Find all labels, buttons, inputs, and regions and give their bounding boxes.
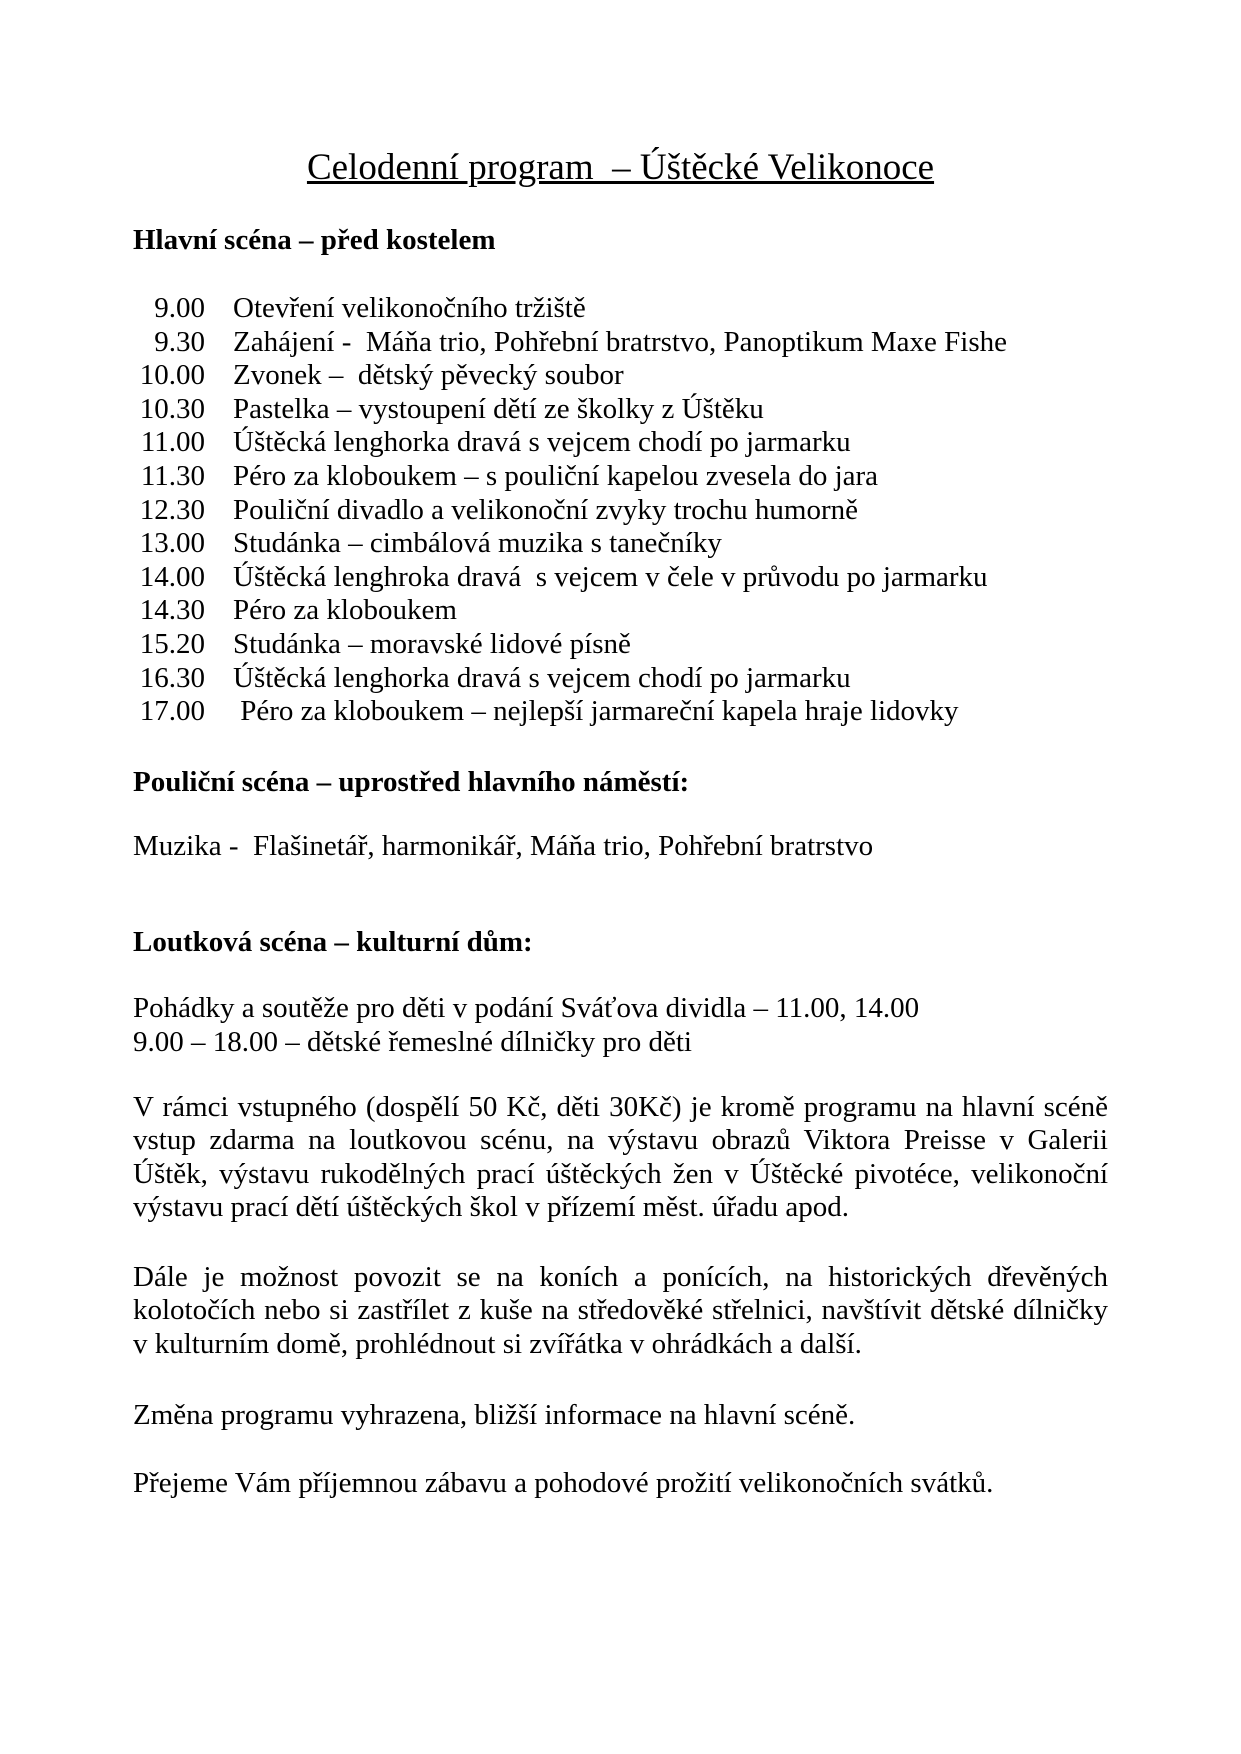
schedule-time: 14.30 <box>139 594 205 627</box>
section-heading-puppet-stage: Loutková scéna – kulturní dům: <box>133 926 533 959</box>
schedule-description: Studánka – moravské lidové písně <box>233 627 631 660</box>
schedule-row <box>133 326 1108 360</box>
schedule-description: Úštěcká lenghorka dravá s vejcem chodí po jarmarku <box>233 661 851 694</box>
schedule-time: 10.00 <box>139 359 205 392</box>
schedule-time: 12.30 <box>139 493 205 526</box>
section-heading-street-stage: Pouliční scéna – uprostřed hlavního náměstí: <box>133 765 690 798</box>
schedule-row <box>133 426 1108 460</box>
schedule-description: Úštěcká lenghorka dravá s vejcem chodí po jarmarku <box>233 426 851 459</box>
schedule-row <box>133 460 1108 494</box>
main-stage-schedule <box>133 292 1108 729</box>
schedule-row <box>133 662 1108 696</box>
schedule-row <box>133 393 1108 427</box>
paragraph-admission: V rámci vstupného (dospělí 50 Kč, děti 30Kč) je kromě programu na hlavní scéně vstup zdarma na loutkovou scénu, na výstavu obrazů Viktora Preisse v Galerii Úštěk, výstavu rukodělných prací úštěckých žen v Úštěcké pivotéce, velikonoční výstavu prací dětí úštěckých škol v přízemí měst. úřadu apod. <box>133 1090 1108 1224</box>
street-stage-music-line: Muzika - Flašinetář, harmonikář, Máňa trio, Pohřební bratrstvo <box>133 829 874 862</box>
schedule-description: Pouliční divadlo a velikonoční zvyky trochu humorně <box>233 493 858 526</box>
schedule-row <box>133 628 1108 662</box>
schedule-row <box>133 561 1108 595</box>
schedule-description: Péro za kloboukem <box>233 594 457 627</box>
section-heading-main-stage: Hlavní scéna – před kostelem <box>133 224 496 256</box>
schedule-time: 11.00 <box>140 426 205 459</box>
note-wish: Přejeme Vám příjemnou zábavu a pohodové prožití velikonočních svátků. <box>133 1467 994 1500</box>
schedule-description: Zahájení - Máňa trio, Pohřební bratrstvo, Panoptikum Maxe Fishe <box>233 325 1007 358</box>
schedule-row <box>133 594 1108 628</box>
schedule-time: 15.20 <box>139 627 205 660</box>
schedule-row <box>133 292 1108 326</box>
schedule-description: Otevření velikonočního tržiště <box>233 292 586 324</box>
schedule-description: Studánka – cimbálová muzika s tanečníky <box>233 527 722 560</box>
paragraph-activities: Dále je možnost povozit se na koních a ponících, na historických dřevěných kolotočích nebo si zastřílet z kuše na středověké střelnici, navštívit dětské dílničky v kulturním domě, prohlédnout si zvířátka v ohrádkách a další. <box>133 1260 1108 1361</box>
puppet-stage-line-shows: Pohádky a soutěže pro děti v podání Sváťova dividla – 11.00, 14.00 <box>133 992 920 1025</box>
schedule-time: 9.30 <box>154 325 205 358</box>
page-title: Celodenní program – Úštěcké Velikonoce <box>306 147 935 188</box>
puppet-stage-line-workshops: 9.00 – 18.00 – dětské řemeslné dílničky pro děti <box>133 1025 692 1058</box>
schedule-time: 9.00 <box>154 292 205 324</box>
schedule-description: Péro za kloboukem – s pouliční kapelou zvesela do jara <box>233 459 879 492</box>
schedule-row <box>133 695 1108 729</box>
schedule-description: Pastelka – vystoupení dětí ze školky z Úštěku <box>233 392 764 425</box>
document-content <box>133 0 1108 1501</box>
schedule-time: 13.00 <box>139 527 205 560</box>
schedule-time: 11.30 <box>140 459 205 492</box>
note-program-change: Změna programu vyhrazena, bližší informace na hlavní scéně. <box>133 1398 856 1431</box>
schedule-description: Úštěcká lenghroka dravá s vejcem v čele v průvodu po jarmarku <box>233 560 988 593</box>
schedule-row <box>133 527 1108 561</box>
schedule-time: 10.30 <box>139 392 205 425</box>
schedule-time: 17.00 <box>139 695 205 728</box>
schedule-row <box>133 359 1108 393</box>
schedule-row <box>133 494 1108 528</box>
puppet-stage-lines <box>133 992 1108 1059</box>
schedule-time: 14.00 <box>139 560 205 593</box>
schedule-description: Péro za kloboukem – nejlepší jarmareční kapela hraje lidovky <box>233 695 959 728</box>
schedule-time: 16.30 <box>139 661 205 694</box>
schedule-description: Zvonek – dětský pěvecký soubor <box>233 359 624 392</box>
